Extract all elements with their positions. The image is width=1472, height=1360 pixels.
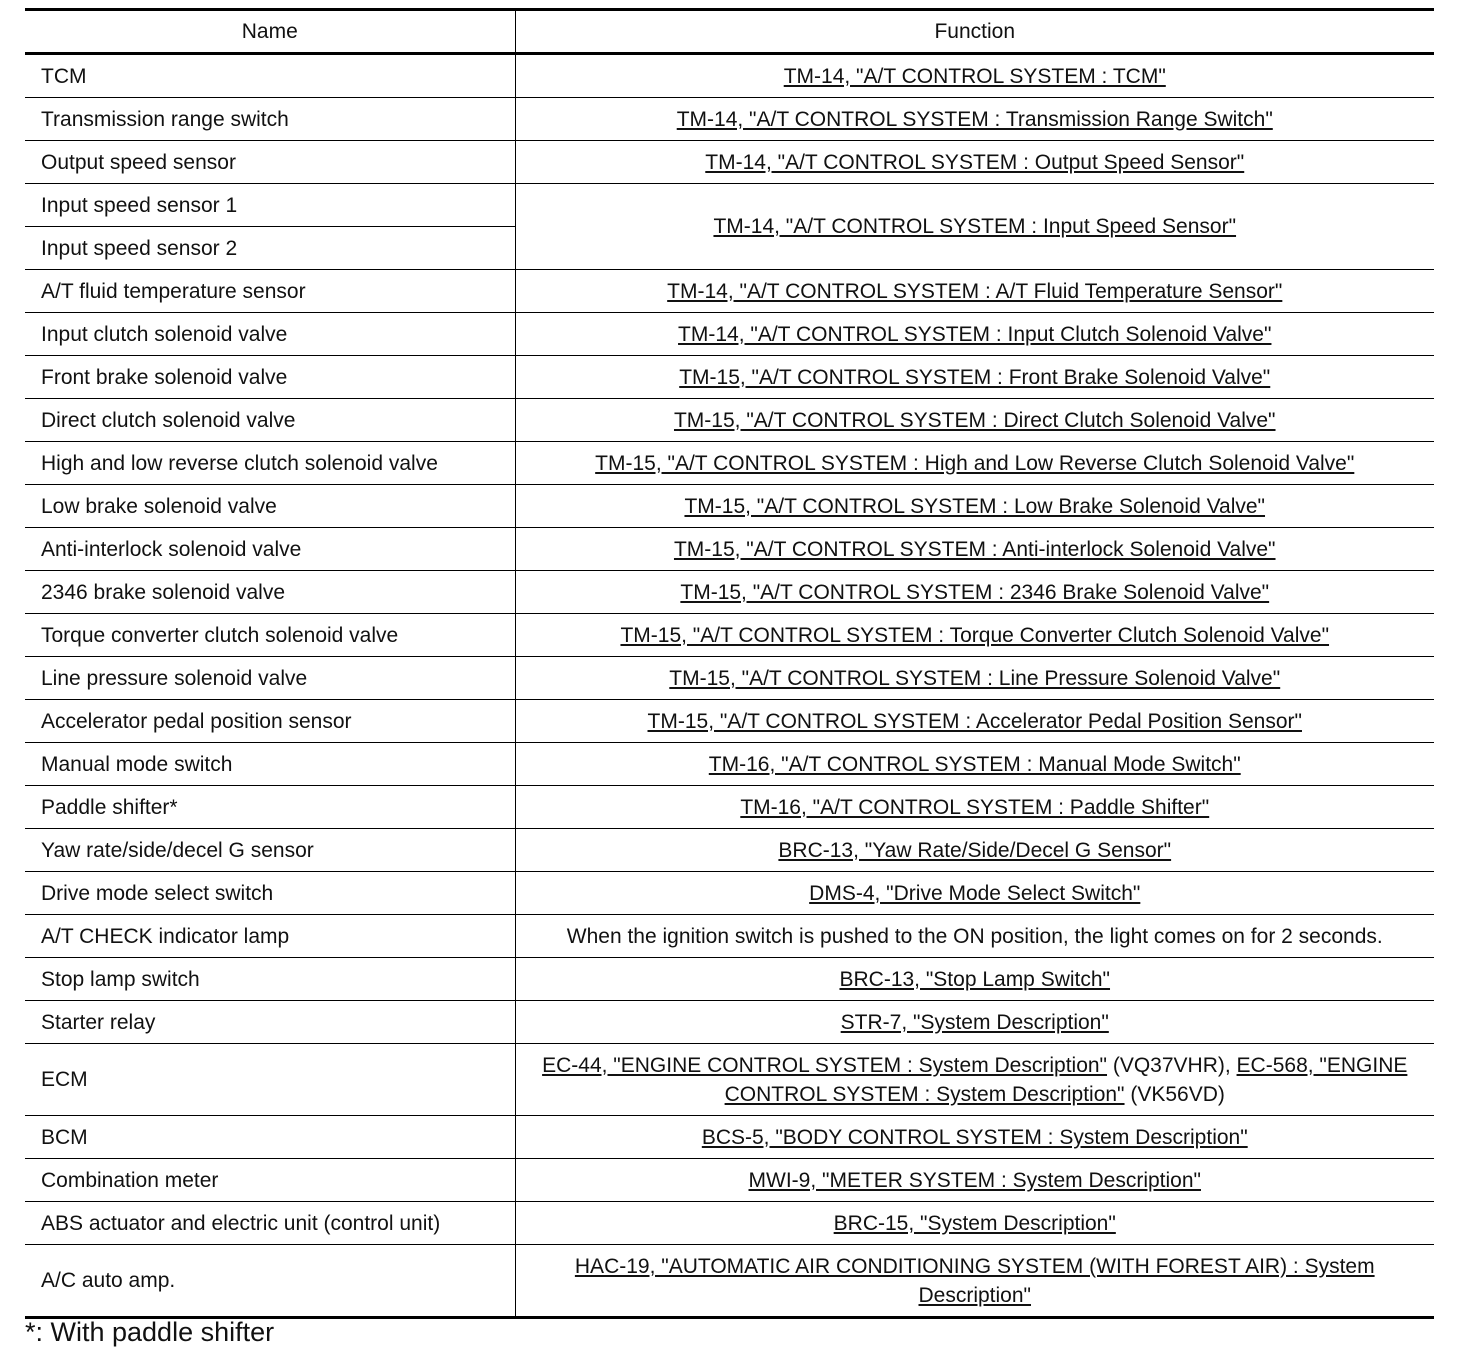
table-row [25,1245,1434,1318]
function-cell [515,915,1434,958]
reference-link[interactable]: TM-14, "A/T CONTROL SYSTEM : Input Speed Sensor" [713,215,1237,238]
function-cell [515,184,1434,270]
function-cell [515,54,1434,98]
reference-link[interactable]: EC-568, "ENGINE CONTROL SYSTEM : System Description" [724,1053,1408,1106]
reference-link[interactable]: TM-15, "A/T CONTROL SYSTEM : 2346 Brake Solenoid Valve" [680,580,1270,604]
component-name: A/T CHECK indicator lamp [25,915,515,958]
function-column-header: Function [515,10,1434,54]
table-row [25,829,1434,872]
component-name: 2346 brake solenoid valve [25,571,515,614]
component-name: Anti-interlock solenoid valve [25,528,515,571]
table-row [25,1159,1434,1202]
table-row [25,743,1434,786]
table-row [25,614,1434,657]
function-cell [515,1202,1434,1245]
reference-link[interactable]: HAC-19, "AUTOMATIC AIR CONDITIONING SYSTEM (WITH FOREST AIR) : System Description" [574,1254,1375,1307]
component-name: Accelerator pedal position sensor [25,700,515,743]
function-cell [515,657,1434,700]
footnote: *: With paddle shifter [25,1317,275,1347]
function-cell [515,829,1434,872]
reference-link[interactable]: BRC-13, "Stop Lamp Switch" [839,967,1111,991]
component-name: Manual mode switch [25,743,515,786]
reference-link[interactable]: TM-14, "A/T CONTROL SYSTEM : Input Clutch Solenoid Valve" [678,322,1272,346]
function-cell [515,743,1434,786]
reference-link[interactable]: BRC-15, "System Description" [833,1211,1116,1235]
function-cell [515,270,1434,313]
component-name: Line pressure solenoid valve [25,657,515,700]
component-name: A/T fluid temperature sensor [25,270,515,313]
reference-link[interactable]: TM-15, "A/T CONTROL SYSTEM : Anti-interlock Solenoid Valve" [673,537,1276,561]
component-name: Paddle shifter* [25,786,515,829]
table-row [25,786,1434,829]
reference-link[interactable]: TM-15, "A/T CONTROL SYSTEM : Line Pressure Solenoid Valve" [669,666,1281,690]
table-row [25,1044,1434,1116]
function-cell [515,614,1434,657]
components-table [25,8,1434,1319]
name-column-header: Name [25,10,515,54]
component-name: High and low reverse clutch solenoid valve [25,442,515,485]
reference-link[interactable]: TM-15, "A/T CONTROL SYSTEM : Front Brake Solenoid Valve" [679,365,1271,389]
function-cell [515,958,1434,1001]
reference-link[interactable]: TM-16, "A/T CONTROL SYSTEM : Manual Mode Switch" [708,752,1241,776]
function-cell [515,1159,1434,1202]
table-row [25,356,1434,399]
component-name: Input speed sensor 1 [25,184,515,227]
table-row [25,915,1434,958]
table-row [25,313,1434,356]
function-cell [515,356,1434,399]
function-text: When the ignition switch is pushed to the ON position, the light comes on for 2 seconds. [566,924,1383,948]
reference-link[interactable]: BRC-13, "Yaw Rate/Side/Decel G Sensor" [778,838,1172,862]
function-cell [515,571,1434,614]
function-cell [515,141,1434,184]
reference-link[interactable]: TM-14, "A/T CONTROL SYSTEM : TCM" [783,64,1166,88]
function-cell [515,872,1434,915]
reference-link[interactable]: TM-16, "A/T CONTROL SYSTEM : Paddle Shifter" [740,795,1210,819]
reference-link[interactable]: DMS-4, "Drive Mode Select Switch" [809,881,1141,905]
function-cell [515,399,1434,442]
function-cell [515,1116,1434,1159]
component-name: Starter relay [25,1001,515,1044]
reference-link[interactable]: TM-15, "A/T CONTROL SYSTEM : Accelerator Pedal Position Sensor" [647,709,1302,733]
table-row [25,98,1434,141]
reference-link[interactable]: BCS-5, "BODY CONTROL SYSTEM : System Description" [701,1125,1248,1149]
reference-link[interactable]: TM-15, "A/T CONTROL SYSTEM : High and Low Reverse Clutch Solenoid Valve" [595,451,1355,475]
table-row [25,442,1434,485]
component-name: ABS actuator and electric unit (control unit) [25,1202,515,1245]
reference-link[interactable]: TM-15, "A/T CONTROL SYSTEM : Direct Clutch Solenoid Valve" [673,408,1276,432]
reference-link[interactable]: EC-44, "ENGINE CONTROL SYSTEM : System Description" [542,1053,1108,1077]
table-row [25,1116,1434,1159]
function-cell [515,485,1434,528]
function-cell [515,442,1434,485]
table-row [25,657,1434,700]
reference-link[interactable]: MWI-9, "METER SYSTEM : System Description" [748,1168,1201,1192]
table-row [25,184,1434,227]
reference-link[interactable]: TM-15, "A/T CONTROL SYSTEM : Low Brake Solenoid Valve" [684,494,1266,518]
function-cell [515,98,1434,141]
component-name: Front brake solenoid valve [25,356,515,399]
component-name: Direct clutch solenoid valve [25,399,515,442]
reference-link[interactable]: STR-7, "System Description" [840,1010,1109,1034]
component-name: Drive mode select switch [25,872,515,915]
table-row [25,700,1434,743]
function-cell [515,1001,1434,1044]
reference-suffix: (VK56VD) [1124,1082,1225,1106]
component-name: Low brake solenoid valve [25,485,515,528]
function-cell [515,313,1434,356]
table-row [25,485,1434,528]
component-name: ECM [25,1044,515,1116]
component-name: Yaw rate/side/decel G sensor [25,829,515,872]
component-name: A/C auto amp. [25,1245,515,1318]
component-name: Transmission range switch [25,98,515,141]
table-row [25,528,1434,571]
component-name: BCM [25,1116,515,1159]
function-cell [515,1044,1434,1116]
reference-suffix: (VQ37VHR), [1107,1053,1237,1077]
reference-link[interactable]: TM-15, "A/T CONTROL SYSTEM : Torque Converter Clutch Solenoid Valve" [620,623,1330,647]
component-name: Combination meter [25,1159,515,1202]
table-row [25,571,1434,614]
component-name: Input clutch solenoid valve [25,313,515,356]
component-name: Input speed sensor 2 [25,227,515,270]
component-name: Stop lamp switch [25,958,515,1001]
function-cell [515,1245,1434,1318]
table-row [25,270,1434,313]
component-name: TCM [25,54,515,98]
reference-link[interactable]: TM-14, "A/T CONTROL SYSTEM : Transmission Range Switch" [676,107,1273,131]
table-row [25,958,1434,1001]
function-cell [515,700,1434,743]
reference-link[interactable]: TM-14, "A/T CONTROL SYSTEM : A/T Fluid Temperature Sensor" [667,279,1283,303]
header-row [25,10,1434,54]
table-row [25,399,1434,442]
reference-link[interactable]: TM-14, "A/T CONTROL SYSTEM : Output Speed Sensor" [705,150,1245,174]
function-cell [515,786,1434,829]
function-cell [515,528,1434,571]
table-row [25,54,1434,98]
table-row [25,141,1434,184]
table-row [25,872,1434,915]
component-name: Torque converter clutch solenoid valve [25,614,515,657]
table-row [25,1202,1434,1245]
component-name: Output speed sensor [25,141,515,184]
table-row [25,1001,1434,1044]
